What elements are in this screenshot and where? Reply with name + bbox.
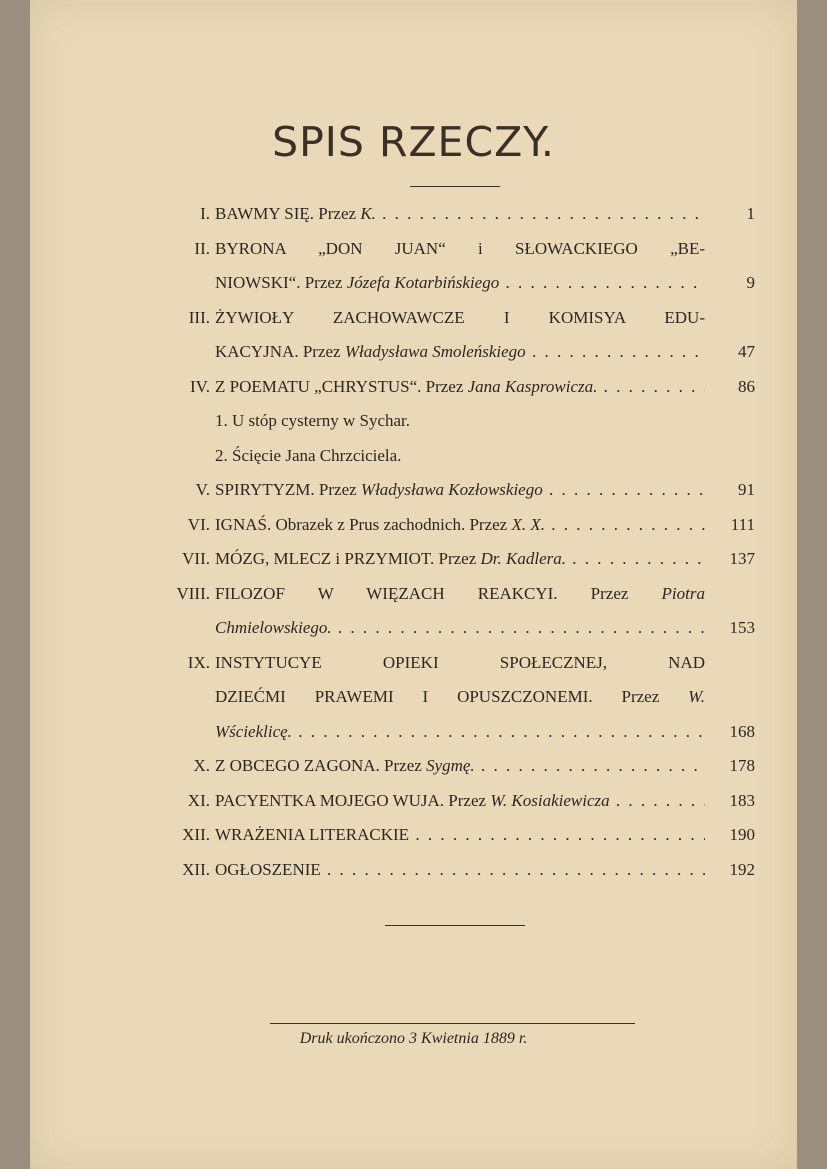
entry-author: K. (360, 204, 376, 223)
entry-number: XII. (182, 825, 210, 844)
entry-text (215, 301, 705, 336)
entry-title: INSTYTUCYE OPIEKI SPOŁECZNEJ, NAD (215, 652, 705, 672)
toc-entry-line (155, 818, 755, 853)
entry-number: V. (195, 480, 210, 499)
toc-entry-line (155, 611, 755, 646)
entry-author: Sygmę. (426, 756, 475, 775)
toc-entry-line (155, 370, 755, 405)
entry-number: IV. (190, 376, 210, 396)
title-rule (410, 186, 500, 187)
entry-text (215, 680, 705, 715)
entry-page-number: 190 (729, 825, 755, 844)
entry-text (215, 749, 705, 784)
entry-page-number: 86 (738, 376, 755, 396)
book-page (30, 0, 797, 1169)
toc-entry-line (155, 542, 755, 577)
entry-title: FILOZOF W WIĘZACH REAKCYI. Przez (215, 583, 662, 603)
entry-author: Dr. Kadlera. (480, 549, 567, 568)
table-of-contents (155, 197, 755, 887)
entry-author: Chmielowskiego. (215, 618, 332, 637)
entry-author: X. X. (511, 514, 545, 534)
entry-author: Jana Kasprowicza. (467, 376, 598, 396)
entry-page-number: 9 (746, 273, 755, 292)
entry-title: BAWMY SIĘ. Przez (215, 204, 361, 223)
entry-number: VII. (182, 549, 210, 568)
entry-title: WRAŻENIA LITERACKIE (215, 825, 410, 844)
toc-subentry (155, 404, 755, 439)
entry-title: PACYENTKA MOJEGO WUJA. Przez (215, 790, 491, 810)
entry-title: ŻYWIOŁY ZACHOWAWCZE I KOMISYA EDU- (215, 307, 705, 327)
entry-text (215, 577, 705, 612)
toc-entry-line (155, 749, 755, 784)
entry-title: SPIRYTYZM. Przez (215, 480, 361, 499)
entry-number: I. (200, 204, 210, 223)
entry-number: IX. (187, 652, 210, 672)
entry-page-number: 192 (729, 859, 755, 879)
entry-text (215, 370, 705, 405)
entry-author: W. Kosiakiewicza (490, 790, 610, 810)
entry-page-number: 137 (729, 549, 755, 568)
entry-text (215, 542, 705, 577)
entry-text (215, 818, 705, 853)
toc-entry-line (155, 853, 755, 888)
entry-title: IGNAŚ. Obrazek z Prus zachodnich. Przez (215, 514, 512, 534)
toc-subentry (155, 439, 755, 474)
entry-title: NIOWSKI“. Przez (215, 273, 347, 292)
entry-author: W. (688, 687, 705, 706)
footer-rule (270, 1023, 635, 1024)
entry-text (215, 197, 705, 232)
entry-text (215, 784, 705, 819)
entry-number: II. (194, 238, 210, 258)
toc-entry-line (155, 680, 755, 715)
entry-title: Z POEMATU „CHRYSTUS“. Przez (215, 376, 468, 396)
entry-title: OGŁOSZENIE (215, 859, 321, 879)
entry-number: VI. (187, 514, 210, 534)
print-note: Druk ukończono 3 Kwietnia 1889 r. (299, 1030, 528, 1047)
toc-entry-line (155, 577, 755, 612)
toc-entry-line (155, 301, 755, 336)
entry-title: DZIEĆMI PRAWEMI I OPUSZCZONEMI. Przez (215, 687, 689, 706)
entry-page-number: 111 (730, 514, 755, 534)
entry-author: Władysława Kozłowskiego (360, 480, 543, 499)
subentry-text: 2. Ścięcie Jana Chrzciciela. (215, 445, 402, 465)
entry-page-number: 183 (729, 790, 755, 810)
entry-text (215, 646, 705, 681)
entry-text (215, 508, 705, 543)
toc-entry-line (155, 197, 755, 232)
entry-author: Piotra (661, 583, 705, 603)
entry-page-number: 153 (729, 618, 755, 637)
subentry-text: 1. U stóp cysterny w Sychar. (215, 411, 411, 430)
entry-title: KACYJNA. Przez (215, 342, 345, 361)
entry-title: Z OBCEGO ZAGONA. Przez (215, 756, 427, 775)
toc-entry-line (155, 266, 755, 301)
entry-number: XII. (182, 859, 210, 879)
entry-title: BYRONA „DON JUAN“ i SŁOWACKIEGO „BE- (215, 238, 705, 258)
toc-entry-line (155, 715, 755, 750)
toc-entry-line (155, 508, 755, 543)
entry-number: XI. (187, 790, 210, 810)
entry-number: III. (188, 307, 210, 327)
entry-author: Józefa Kotarbińskiego (346, 273, 500, 292)
toc-entry-line (155, 473, 755, 508)
section-rule (385, 925, 525, 926)
entry-page-number: 91 (738, 480, 755, 499)
toc-entry-line (155, 232, 755, 267)
page-title: SPIS RZECZY. (272, 118, 555, 166)
entry-text (215, 232, 705, 267)
entry-text (215, 335, 705, 370)
entry-page-number: 168 (729, 721, 755, 741)
entry-text (215, 266, 705, 301)
entry-text (215, 473, 705, 508)
entry-author: Wścieklicę. (215, 721, 292, 741)
toc-entry-line (155, 784, 755, 819)
entry-page-number: 47 (738, 342, 755, 361)
toc-entry-line (155, 646, 755, 681)
entry-page-number: 178 (729, 756, 755, 775)
entry-number: VIII. (176, 583, 210, 603)
toc-entry-line (155, 335, 755, 370)
entry-text (215, 853, 705, 888)
entry-author: Władysława Smoleńskiego (344, 342, 526, 361)
entry-text (215, 611, 705, 646)
entry-number: X. (193, 756, 210, 775)
entry-text (215, 715, 705, 750)
entry-page-number: 1 (746, 204, 755, 223)
entry-title: MÓZG, MLECZ i PRZYMIOT. Przez (215, 549, 481, 568)
